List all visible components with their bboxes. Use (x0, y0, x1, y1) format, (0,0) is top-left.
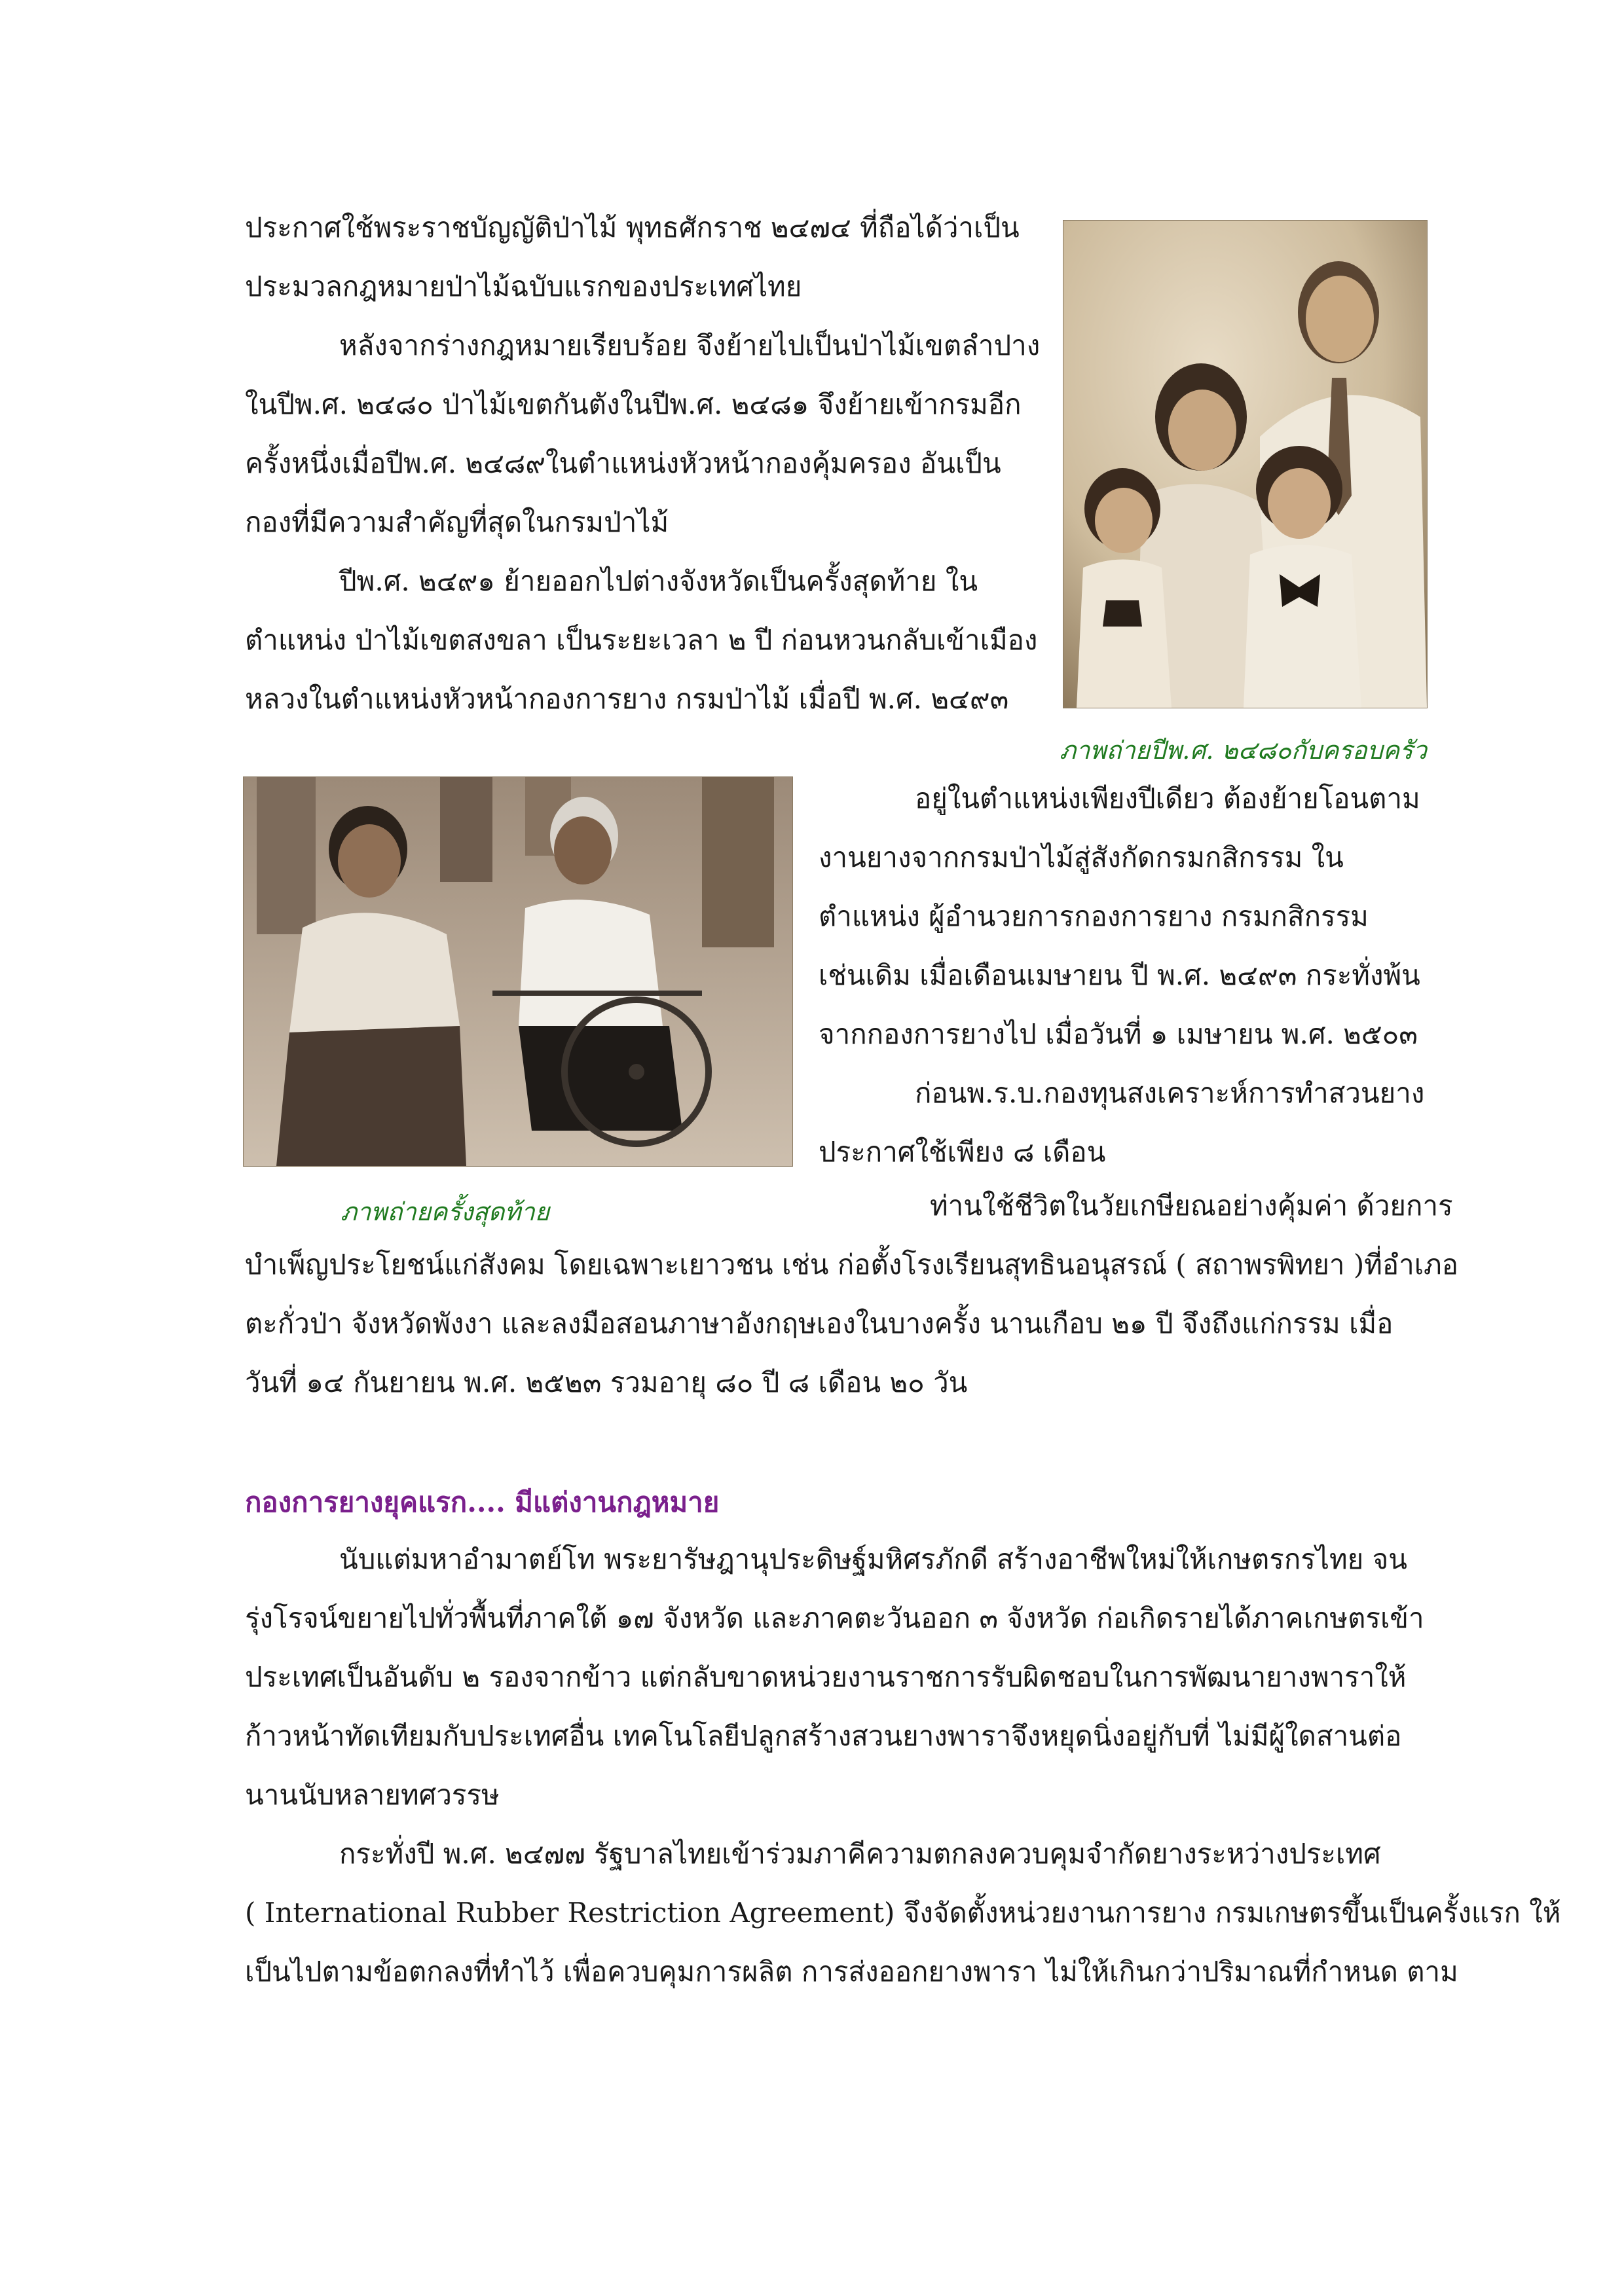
last-photo (243, 776, 793, 1167)
paragraph-line: จากกองการยางไป เมื่อวันที่ ๑ เมษายน พ.ศ. ๒๕๐๓ (819, 1018, 1418, 1050)
paragraph-line: ในปีพ.ศ. ๒๔๘๐ ป่าไม้เขตกันตังในปีพ.ศ. ๒๔๘๑ จึงย้ายเข้ากรมอีก (245, 388, 1022, 420)
paragraph-line: รุ่งโรจน์ขยายไปทั่วพื้นที่ภาคใต้ ๑๗ จังหวัด และภาคตะวันออก ๓ จังหวัด ก่อเกิดรายได้ภาคเกษตรเข้า (245, 1602, 1424, 1634)
paragraph-line: ( International Rubber Restriction Agreement) จึงจัดตั้งหน่วยงานการยาง กรมเกษตรขึ้นเป็นครั้งแรก ให้ (245, 1897, 1561, 1929)
paragraph-line: กองที่มีความสำคัญที่สุดในกรมป่าไม้ (245, 506, 669, 538)
paragraph-line: บำเพ็ญประโยชน์แก่สังคม โดยเฉพาะเยาวชน เช่น ก่อตั้งโรงเรียนสุทธินอนุสรณ์ ( สถาพรพิทยา )ที่อำเภอ (245, 1248, 1458, 1281)
paragraph-line: ประกาศใช้พระราชบัญญัติป่าไม้ พุทธศักราช ๒๔๗๔ ที่ถือได้ว่าเป็น (245, 211, 1020, 244)
paragraph-line: ท่านใช้ชีวิตในวัยเกษียณอย่างคุ้มค่า ด้วยการ (930, 1190, 1453, 1222)
paragraph-line: ปีพ.ศ. ๒๔๙๑ ย้ายออกไปต่างจังหวัดเป็นครั้งสุดท้าย ใน (339, 565, 978, 597)
paragraph-line: หลังจากร่างกฎหมายเรียบร้อย จึงย้ายไปเป็นป่าไม้เขตลำปาง (339, 329, 1041, 361)
paragraph-line: ประกาศใช้เพียง ๘ เดือน (819, 1136, 1106, 1168)
paragraph-line: ประมวลกฎหมายป่าไม้ฉบับแรกของประเทศไทย (245, 270, 802, 302)
paragraph-line: เป็นไปตามข้อตกลงที่ทำไว้ เพื่อควบคุมการผลิต การส่งออกยางพารา ไม่ให้เกินกว่าปริมาณที่กำหนด ตาม (245, 1956, 1458, 1988)
paragraph-line: ประเทศเป็นอันดับ ๒ รองจากข้าว แต่กลับขาดหน่วยงานราชการรับผิดชอบในการพัฒนายางพาราให้ (245, 1661, 1407, 1693)
photo-caption: ภาพถ่ายครั้งสุดท้าย (341, 1197, 549, 1226)
paragraph-line: ก้าวหน้าทัดเทียมกับประเทศอื่น เทคโนโลยีปลูกสร้างสวนยางพาราจึงหยุดนิ่งอยู่กับที่ ไม่มีผู้ใดสานต่อ (245, 1720, 1402, 1752)
section-heading: กองการยางยุคแรก.... มีแต่งานกฎหมาย (245, 1486, 720, 1518)
paragraph-line: กระทั่งปี พ.ศ. ๒๔๗๗ รัฐบาลไทยเข้าร่วมภาคีความตกลงควบคุมจำกัดยางระหว่างประเทศ (339, 1838, 1381, 1870)
paragraph-line: หลวงในตำแหน่งหัวหน้ากองการยาง กรมป่าไม้ เมื่อปี พ.ศ. ๒๔๙๓ (245, 683, 1009, 715)
family-photo (1063, 220, 1428, 708)
paragraph-line: อยู่ในตำแหน่งเพียงปีเดียว ต้องย้ายโอนตาม (915, 782, 1420, 814)
paragraph-line: นับแต่มหาอำมาตย์โท พระยารัษฎานุประดิษฐ์มหิศรภักดี สร้างอาชีพใหม่ให้เกษตรกรไทย จน (339, 1543, 1407, 1575)
paragraph-line: ตำแหน่ง ป่าไม้เขตสงขลา เป็นระยะเวลา ๒ ปี ก่อนหวนกลับเข้าเมือง (245, 624, 1038, 656)
paragraph-line: นานนับหลายทศวรรษ (245, 1779, 500, 1811)
paragraph-line: ก่อนพ.ร.บ.กองทุนสงเคราะห์การทำสวนยาง (915, 1077, 1425, 1109)
paragraph-line: งานยางจากกรมป่าไม้สู่สังกัดกรมกสิกรรม ใน (819, 841, 1344, 873)
paragraph-line: เช่นเดิม เมื่อเดือนเมษายน ปี พ.ศ. ๒๔๙๓ กระทั่งพ้น (819, 959, 1420, 991)
photo-caption: ภาพถ่ายปีพ.ศ. ๒๔๘๐กับครอบครัว (1060, 736, 1427, 765)
paragraph-line: ตำแหน่ง ผู้อำนวยการกองการยาง กรมกสิกรรม (819, 900, 1369, 932)
paragraph-line: วันที่ ๑๔ กันยายน พ.ศ. ๒๕๒๓ รวมอายุ ๘๐ ปี ๘ เดือน ๒๐ วัน (245, 1366, 968, 1398)
paragraph-line: ครั้งหนึ่งเมื่อปีพ.ศ. ๒๔๘๙ในตำแหน่งหัวหน้ากองคุ้มครอง อันเป็น (245, 447, 1001, 479)
paragraph-line: ตะกั่วป่า จังหวัดพังงา และลงมือสอนภาษาอังกฤษเองในบางครั้ง นานเกือบ ๒๑ ปี จึงถึงแก่กรรม เมื่อ (245, 1307, 1393, 1339)
